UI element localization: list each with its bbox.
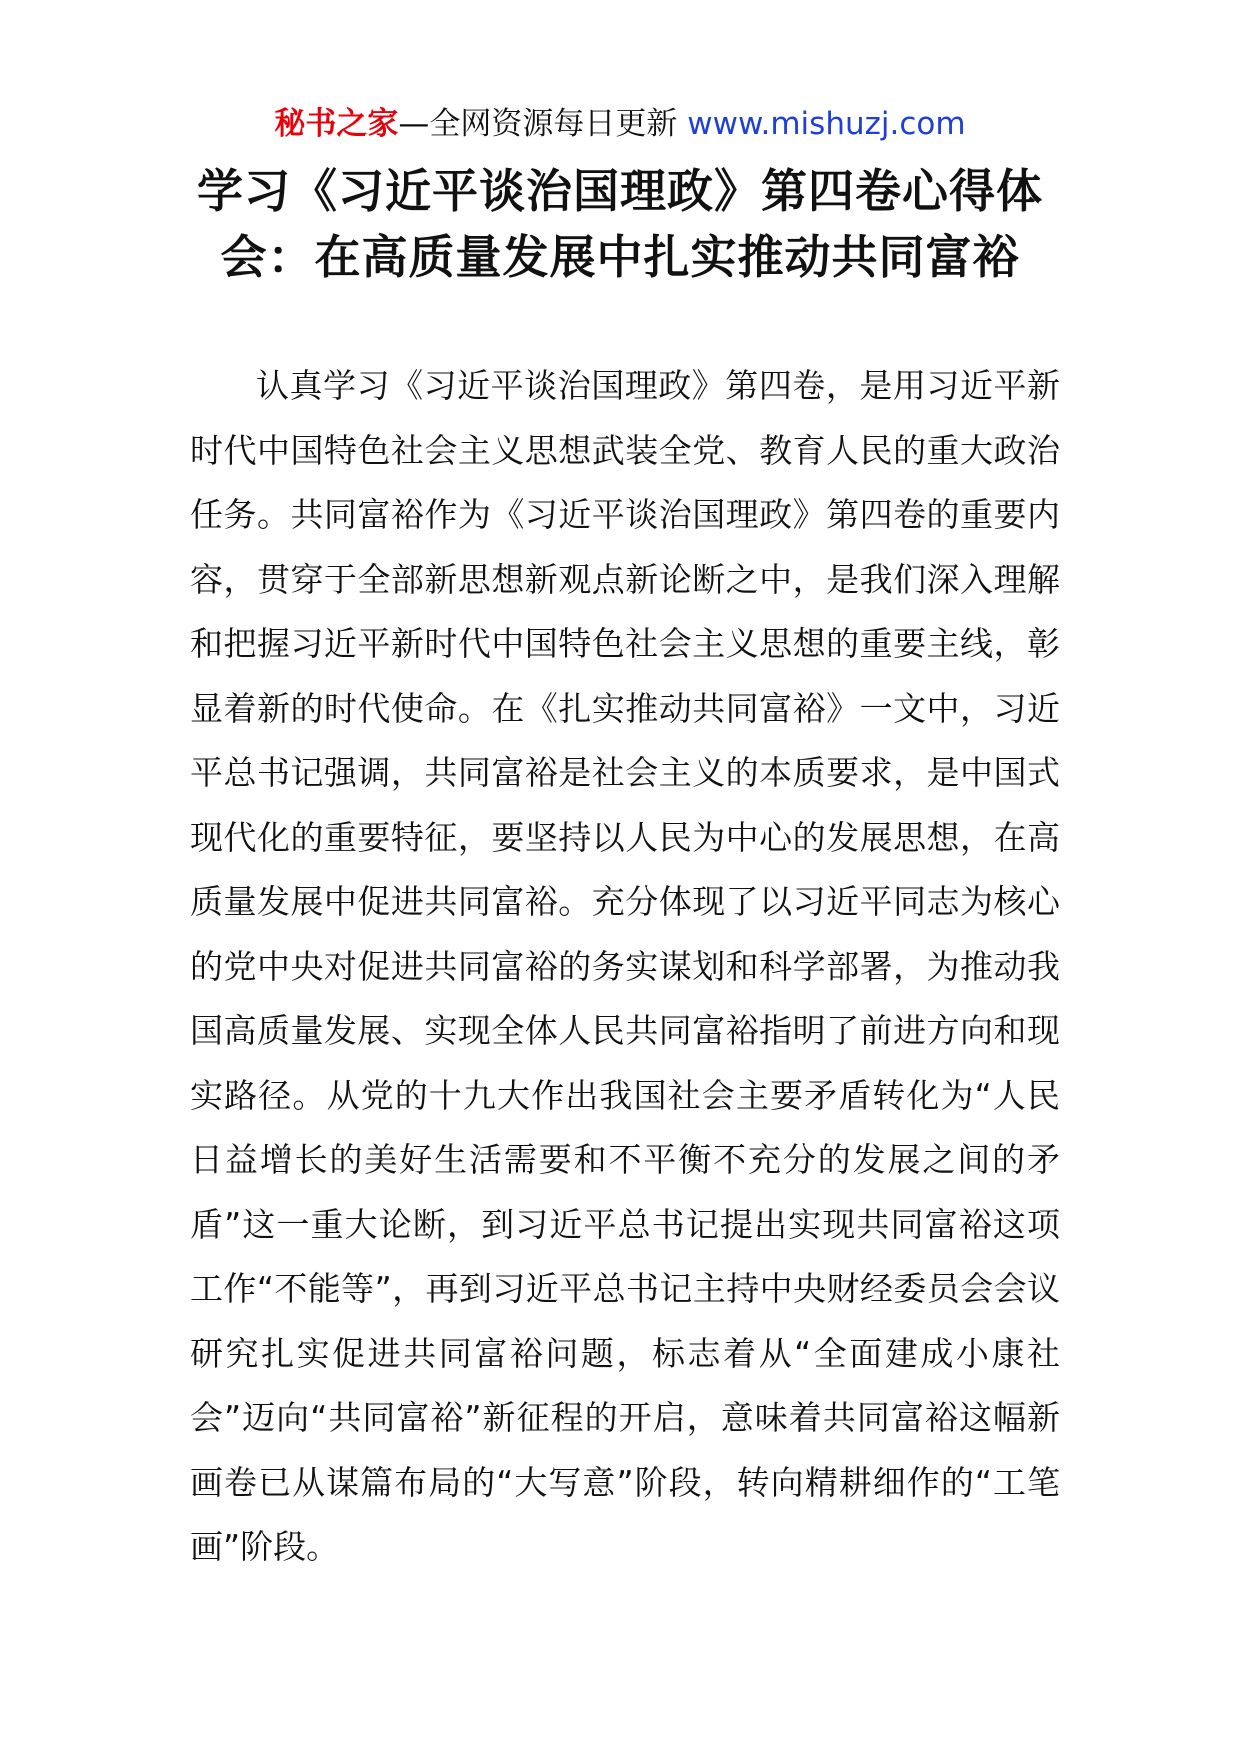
header-tagline: —全网资源每日更新 [398, 106, 678, 142]
brand-name: 秘书之家 [274, 106, 399, 142]
site-header [0, 102, 1240, 146]
body-paragraph: 认真学习《习近平谈治国理政》第四卷，是用习近平新时代中国特色社会主义思想武装全党、教育人民的重大政治任务。共同富裕作为《习近平谈治国理政》第四卷的重要内容，贯穿于全部新思想新观点新论断之中，是我们深入理解和把握习近平新时代中国特色社会主义思想的重要主线，彰显着新的时代使命。在《扎实推动共同富裕》一文中，习近平总书记强调，共同富裕是社会主义的本质要求，是中国式现代化的重要特征，要坚持以人民为中心的发展思想，在高质量发展中促进共同富裕。充分体现了以习近平同志为核心的党中央对促进共同富裕的务实谋划和科学部署，为推动我国高质量发展、实现全体人民共同富裕指明了前进方向和现实路径。从党的十九大作出我国社会主要矛盾转化为“人民日益增长的美好生活需要和不平衡不充分的发展之间的矛盾”这一重大论断，到习近平总书记提出实现共同富裕这项工作“不能等”，再到习近平总书记主持中央财经委员会会议研究扎实促进共同富裕问题，标志着从“全面建成小康社会”迈向“共同富裕”新征程的开启，意味着共同富裕这幅新画卷已从谋篇布局的“大写意”阶段，转向精耕细作的“工笔画”阶段。 [190, 366, 1060, 1566]
document-title: 学习《习近平谈治国理政》第四卷心得体会：在高质量发展中扎实推动共同富裕 [197, 164, 1043, 284]
site-url-link[interactable]: www.mishuzj.com [687, 106, 966, 142]
